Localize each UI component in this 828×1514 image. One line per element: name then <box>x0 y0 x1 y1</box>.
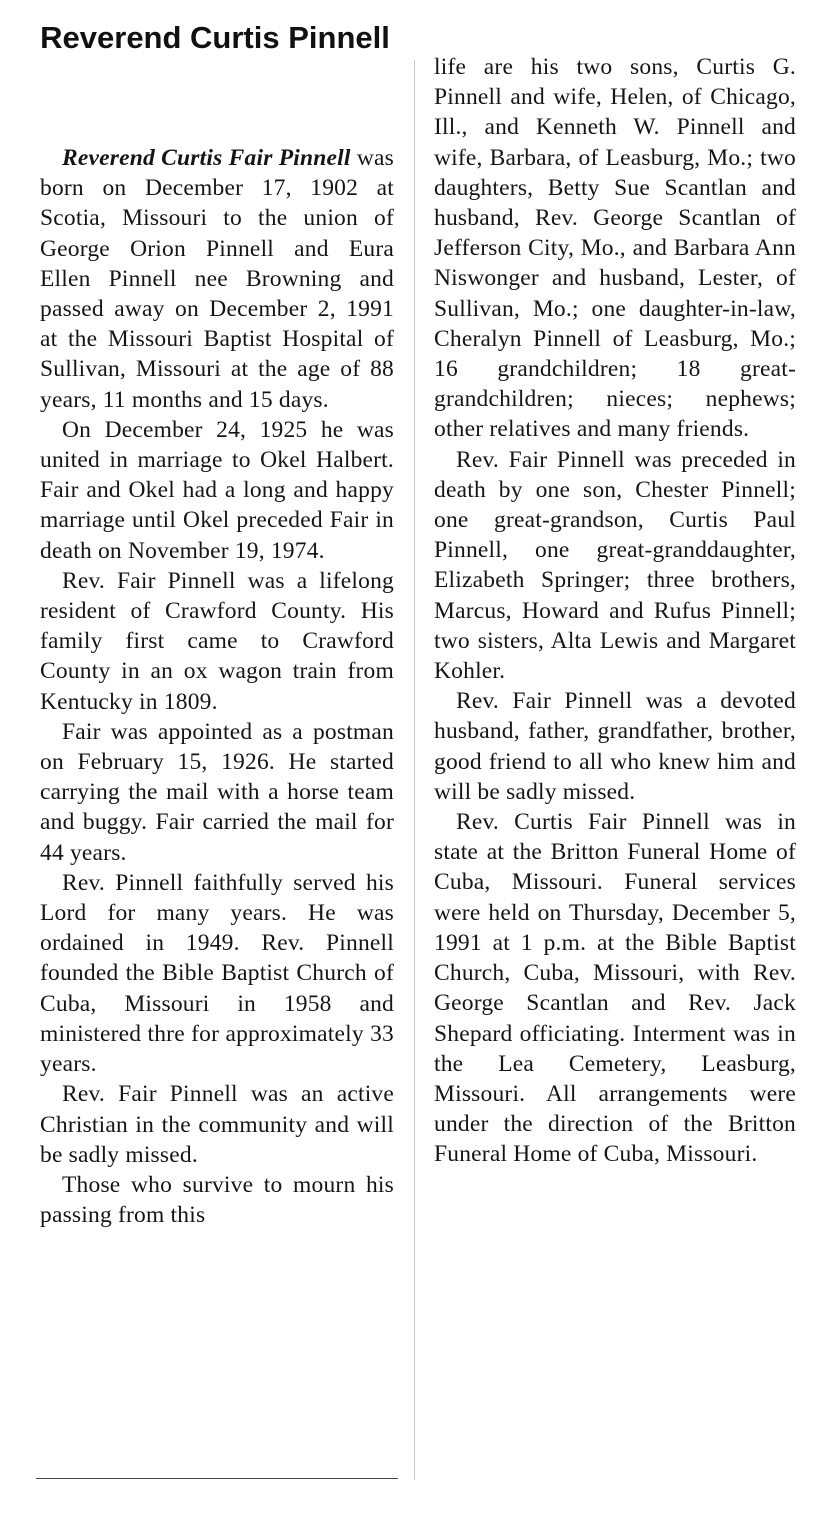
column-left <box>40 143 394 1230</box>
paragraph <box>40 143 394 415</box>
paragraph: Rev. Fair Pinnell was a devoted husband, father, grandfather, brother, good friend to all who knew him and will be sadly missed. <box>434 688 796 805</box>
lead-name: Reverend Curtis Fair Pinnell <box>62 145 351 171</box>
paragraph: Rev. Fair Pinnell was preceded in death by one son, Chester Pinnell; one great-grandson, Curtis Paul Pinnell, one great-granddaughter, Elizabeth Springer; three brothers, Marcus, Howard and Rufus Pinnell; two sisters, Alta Lewis and Margaret Kohler. <box>434 446 796 685</box>
paragraph: Rev. Curtis Fair Pinnell was in state at the Britton Funeral Home of Cuba, Missouri. Funeral services were held on Thursday, December 5, 1991 at 1 p.m. at the Bible Baptist Church, Cuba, Missouri, with Rev. George Scantlan and Rev. Jack Shepard officiating. Interment was in the Lea Cemetery, Leasburg, Missouri. All arrangements were under the direction of the Britton Funeral Home of Cuba, Missouri. <box>434 809 796 1168</box>
bottom-rule <box>36 1478 398 1479</box>
column-right <box>434 52 796 1170</box>
paragraph: Fair was appointed as a postman on February 15, 1926. He started carrying the mail with a horse team and buggy. Fair carried the mail for 44 years. <box>40 718 394 866</box>
paragraph-text: was born on December 17, 1902 at Scotia, Missouri to the union of George Orion Pinnell and Eura Ellen Pinnell nee Browning and passed away on December 2, 1991 at the Missouri Baptist Hospital of Sullivan, Missouri at the age of 88 years, 11 months and 15 days. <box>40 145 394 413</box>
paragraph: Rev. Fair Pinnell was an active Christian in the community and will be sadly missed. <box>40 1081 394 1168</box>
paragraph: Rev. Fair Pinnell was a lifelong resident of Crawford County. His family first came to Crawford County in an ox wagon train from Kentucky in 1809. <box>40 567 394 715</box>
paragraph: Those who survive to mourn his passing from this <box>40 1171 394 1229</box>
column-divider <box>414 60 415 1480</box>
paragraph: Rev. Pinnell faithfully served his Lord for many years. He was ordained in 1949. Rev. Pinnell founded the Bible Baptist Church of Cuba, Missouri in 1958 and ministered thre for approximately 33 years. <box>40 869 394 1078</box>
paragraph-continuation: life are his two sons, Curtis G. Pinnell and wife, Helen, of Chicago, Ill., and Kenneth W. Pinnell and wife, Barbara, of Leasburg, Mo.; two daughters, Betty Sue Scantlan and husband, Rev. George Scantlan of Jefferson City, Mo., and Barbara Ann Niswonger and husband, Lester, of Sullivan, Mo.; one daughter-in-law, Cheralyn Pinnell of Leasburg, Mo.; 16 grandchildren; 18 great-grandchildren; nieces; nephews; other relatives and many friends. <box>434 54 796 443</box>
paragraph: On December 24, 1925 he was united in marriage to Okel Halbert. Fair and Okel had a long and happy marriage until Okel preceded Fair in death on November 19, 1974. <box>40 416 394 564</box>
article-title: Reverend Curtis Pinnell <box>40 20 390 55</box>
